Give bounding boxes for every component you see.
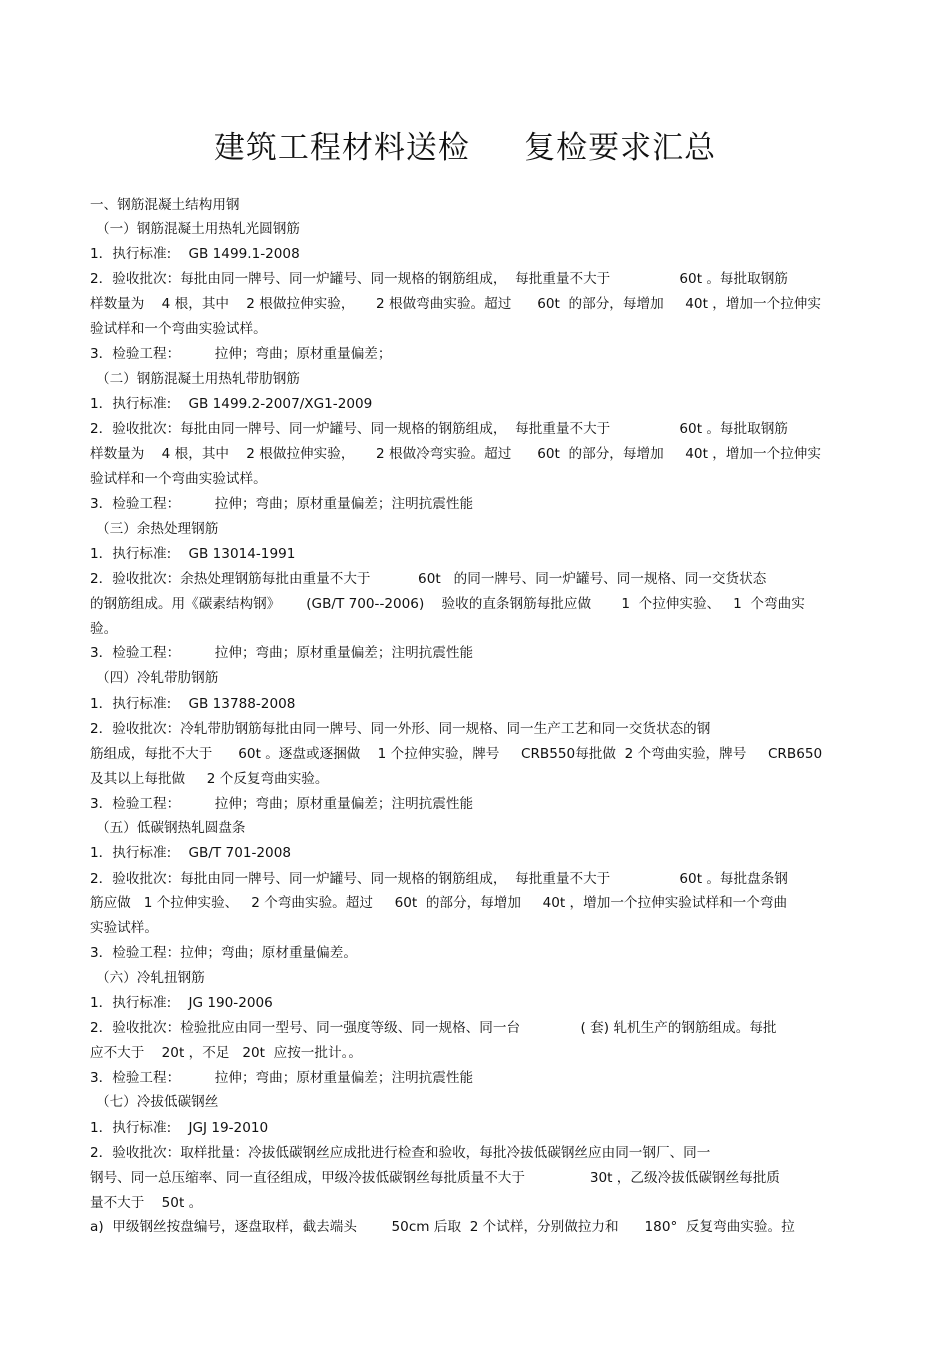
text-line: 3．检验工程： 拉伸；弯曲；原材重量偏差；注明抗震性能 — [90, 1070, 474, 1086]
text-line: 3．检验工程： 拉伸；弯曲；原材重量偏差； — [90, 346, 392, 362]
text-line: 1．执行标准: GB/T 701-2008 — [90, 845, 291, 861]
text-line: 1．执行标准: GB 13014-1991 — [90, 546, 296, 562]
text-line: 钢号、同一总压缩率、同一直径组成，甲级冷拔低碳钢丝每批质量不大于 30t ，乙级冷拔低碳钢丝每批质 — [90, 1170, 780, 1186]
text-line: 筋组成，每批不大于 60t 。逐盘或逐捆做 1 个拉伸实验，牌号 CRB550每批做 2 个弯曲实验，牌号 CRB650 — [90, 746, 823, 762]
text-line: 2．验收批次：余热处理钢筋每批由重量不大于 60t 的同一牌号、同一炉罐号、同一规格、同一交货状态 — [90, 571, 767, 587]
text-line: 实验试样。 — [90, 920, 158, 936]
text-line: a) 甲级钢丝按盘编号，逐盘取样，截去端头 50cm 后取 2 个试样，分别做拉力和 180° 反复弯曲实验。拉 — [90, 1219, 795, 1235]
subsection-heading: （二）钢筋混凝土用热轧带肋钢筋 — [96, 371, 300, 387]
text-line: 1．执行标准: JG 190-2006 — [90, 995, 273, 1011]
text-line: 量不大于 50t 。 — [90, 1195, 203, 1211]
text-line: 2．验收批次：检验批应由同一型号、同一强度等级、同一规格、同一台 ( 套) 轧机生产的钢筋组成。每批 — [90, 1020, 777, 1036]
text-line: 样数量为 4 根，其中 2 根做拉伸实验， 2 根做冷弯实验。超过 60t 的部分，每增加 40t ，增加一个拉伸实 — [90, 446, 821, 462]
subsection-heading: （六）冷轧扭钢筋 — [96, 970, 205, 986]
text-line: 验试样和一个弯曲实验试样。 — [90, 471, 267, 487]
text-line: 的钢筋组成。用《碳素结构钢》 (GB/T 700--2006) 验收的直条钢筋每批应做 1 个拉伸实验、 1 个弯曲实 — [90, 596, 805, 612]
text-line: 3．检验工程： 拉伸；弯曲；原材重量偏差；注明抗震性能 — [90, 496, 474, 512]
subsection-heading: （三）余热处理钢筋 — [96, 521, 219, 537]
text-line: 验。 — [90, 621, 118, 637]
text-line: 3．检验工程： 拉伸；弯曲；原材重量偏差；注明抗震性能 — [90, 796, 474, 812]
text-line: 1．执行标准: GB 13788-2008 — [90, 696, 296, 712]
text-line: 2．验收批次：每批由同一牌号、同一炉罐号、同一规格的钢筋组成， 每批重量不大于 60t 。每批取钢筋 — [90, 271, 788, 287]
subsection-heading: （四）冷轧带肋钢筋 — [96, 670, 219, 686]
text-line: 筋应做 1 个拉伸实验、 2 个弯曲实验。超过 60t 的部分，每增加 40t ，增加一个拉伸实验试样和一个弯曲 — [90, 895, 788, 911]
text-line: 3．检验工程：拉伸；弯曲；原材重量偏差。 — [90, 945, 357, 961]
text-line: 3．检验工程： 拉伸；弯曲；原材重量偏差；注明抗震性能 — [90, 645, 474, 661]
text-line: 验试样和一个弯曲实验试样。 — [90, 321, 267, 337]
subsection-heading: （五）低碳钢热轧圆盘条 — [96, 820, 246, 836]
text-line: 及其以上每批做 2 个反复弯曲实验。 — [90, 771, 329, 787]
text-line: 1．执行标准: GB 1499.1-2008 — [90, 246, 300, 262]
text-line: 样数量为 4 根，其中 2 根做拉伸实验， 2 根做弯曲实验。超过 60t 的部分，每增加 40t ，增加一个拉伸实 — [90, 296, 821, 312]
subsection-heading: （一）钢筋混凝土用热轧光圆钢筋 — [96, 221, 300, 237]
text-line: 应不大于 20t ，不足 20t 应按一批计。。 — [90, 1045, 362, 1061]
subsection-heading: （七）冷拔低碳钢丝 — [96, 1094, 219, 1110]
text-line: 2．验收批次：每批由同一牌号、同一炉罐号、同一规格的钢筋组成， 每批重量不大于 60t 。每批盘条钢 — [90, 871, 788, 887]
section-heading: 一、钢筋混凝土结构用钢 — [90, 197, 240, 213]
text-line: 1．执行标准: GB 1499.2-2007/XG1-2009 — [90, 396, 373, 412]
text-line: 2．验收批次：每批由同一牌号、同一炉罐号、同一规格的钢筋组成， 每批重量不大于 60t 。每批取钢筋 — [90, 421, 788, 437]
text-line: 2．验收批次：冷轧带肋钢筋每批由同一牌号、同一外形、同一规格、同一生产工艺和同一交货状态的钢 — [90, 721, 711, 737]
document-title: 建筑工程材料送检 复检要求汇总 — [213, 130, 717, 166]
text-line: 2．验收批次：取样批量：冷拔低碳钢丝应成批进行检查和验收，每批冷拔低碳钢丝应由同一钢厂、同一 — [90, 1145, 711, 1161]
text-line: 1．执行标准: JGJ 19-2010 — [90, 1120, 269, 1136]
